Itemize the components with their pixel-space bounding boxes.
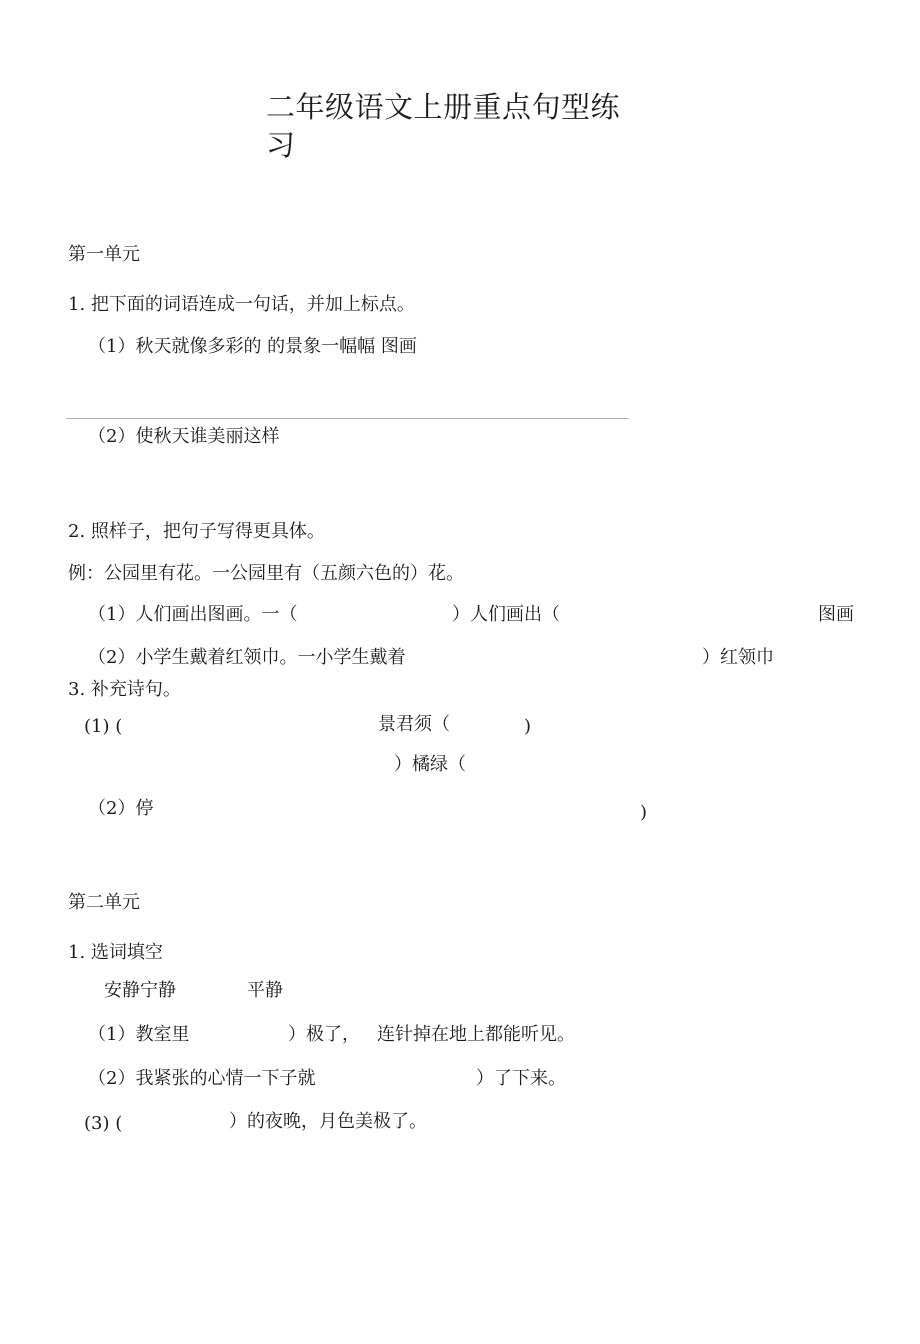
unit2-q1-item1-part1: （1）教室里 <box>88 1024 190 1045</box>
unit2-q1-item1-part3: 连针掉在地上都能听见。 <box>377 1024 575 1045</box>
unit1-q3-item1-part3: ) <box>524 716 532 737</box>
unit2-q1-item3-part2: ）的夜晚，月色美极了。 <box>229 1111 427 1132</box>
unit2-q1-item3-part1: (3) ( <box>84 1113 123 1134</box>
unit1-q2-item1-part2: ）人们画出（ <box>452 604 560 625</box>
unit2-q1-word-choice-1: 安静宁静 <box>104 980 176 1001</box>
unit2-q1-word-choice-2: 平静 <box>247 980 283 1001</box>
unit2-heading: 第二单元 <box>68 892 140 913</box>
unit1-q3-item2-part1: （2）停 <box>88 798 154 819</box>
unit1-heading: 第一单元 <box>68 244 140 265</box>
page-title-continued: 习 <box>266 128 296 162</box>
unit2-q1-item2-part1: （2）我紧张的心情一下子就 <box>88 1068 316 1089</box>
unit1-q2-item1-part1: （1）人们画出图画。一（ <box>88 604 298 625</box>
unit1-q2-item2-part2: ）红领巾 <box>702 647 774 668</box>
unit1-q3-item1-line2: ）橘绿（ <box>394 754 466 775</box>
answer-line <box>66 418 629 419</box>
unit2-q1-prompt: 1. 选词填空 <box>68 942 163 963</box>
unit1-q2-item2-part1: （2）小学生戴着红领巾。一小学生戴着 <box>88 647 406 668</box>
unit1-q3-item1-part2: 景君须（ <box>378 714 450 735</box>
unit1-q1-item1: （1）秋天就像多彩的 的景象一幅幅 图画 <box>88 336 417 357</box>
unit1-q2-prompt: 2. 照样子，把句子写得更具体。 <box>68 521 325 542</box>
unit1-q3-item2-part2: ) <box>640 802 648 823</box>
page-title: 二年级语文上册重点句型练 <box>266 90 621 124</box>
unit2-q1-item1-part2: ）极了， <box>288 1024 360 1045</box>
unit1-q3-prompt: 3. 补充诗句。 <box>68 679 181 700</box>
unit1-q3-item1-part1: (1) ( <box>84 716 123 737</box>
unit2-q1-item2-part2: ）了下来。 <box>476 1068 566 1089</box>
unit1-q2-example: 例：公园里有花。一公园里有（五颜六色的）花。 <box>68 563 464 584</box>
unit1-q1-item2: （2）使秋天谁美丽这样 <box>88 426 280 447</box>
unit1-q1-prompt: 1. 把下面的词语连成一句话，并加上标点。 <box>68 294 415 315</box>
unit1-q2-item1-part3: 图画 <box>818 604 854 625</box>
